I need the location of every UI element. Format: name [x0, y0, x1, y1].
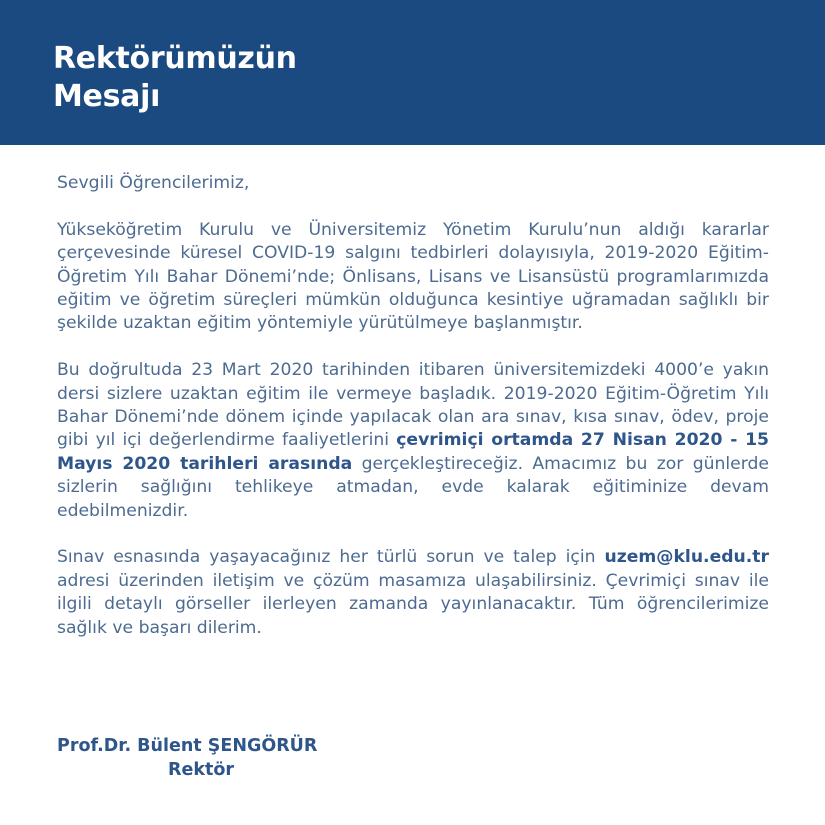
paragraph-2-text-a: Bu doğrultuda 23 Mart 2020 tarihinden itibaren üniversitemizdeki 4000’e yakın dersi sizlere uzaktan eğitim ile vermeye başladık. 2019-2020 Eğitim-Öğretim Yılı Bahar Dönemi’nde dönem içinde yapılacak olan ara sınav, kısa sınav, ödev, proje gibi yıl içi değerlendirme faaliyetlerini	[57, 360, 769, 451]
paragraph-2-text-b: gerçekleştireceğiz. Amacımız bu zor günlerde sizlerin sağlığını tehlikeye atmadan, evde kalarak eğitiminize devam edebilmenizdir.	[57, 453, 769, 521]
contact-email: uzem@klu.edu.tr	[604, 547, 769, 568]
paragraph-3-text-b: adresi üzerinden iletişim ve çözüm masamıza ulaşabilirsiniz. Çevrimiçi sınav ile ilgili detaylı görseller ilerleyen zamanda yayınlanacaktır. Tüm öğrencilerimize sağlık ve başarı dilerim.	[57, 570, 769, 638]
signature-name: Prof.Dr. Bülent ŞENGÖRÜR	[57, 736, 318, 756]
page-title-line1: Rektörümüzün	[53, 41, 297, 76]
letter-paragraph-2	[57, 359, 769, 523]
letter-paragraph-3	[57, 546, 769, 640]
exam-dates-highlight: çevrimiçi ortamda 27 Nisan 2020 - 15 Mayıs 2020 tarihleri arasında	[57, 430, 769, 474]
signature-role: Rektör	[168, 760, 235, 780]
header-banner	[0, 0, 825, 145]
letter-paragraph-1: Yükseköğretim Kurulu ve Üniversitemiz Yönetim Kurulu’nun aldığı kararlar çerçevesinde küresel COVID-19 salgını tedbirleri dolayısıyla, 2019-2020 Eğitim-Öğretim Yılı Bahar Dönemi’nde; Önlisans, Lisans ve Lisansüstü programlarımızda eğitim ve öğretim süreçleri mümkün olduğunca kesintiye uğramadan sağlıklı bir şekilde uzaktan eğitim yöntemiyle yürütülmeye başlanmıştır.	[57, 219, 769, 334]
letter-greeting: Sevgili Öğrencilerimiz,	[57, 173, 250, 193]
letter-body	[57, 172, 769, 663]
page-title-line2: Mesajı	[53, 79, 161, 114]
signature-block	[57, 734, 317, 782]
paragraph-3-text-a: Sınav esnasında yaşayacağınız her türlü sorun ve talep için	[57, 547, 605, 568]
page-title	[53, 40, 297, 116]
